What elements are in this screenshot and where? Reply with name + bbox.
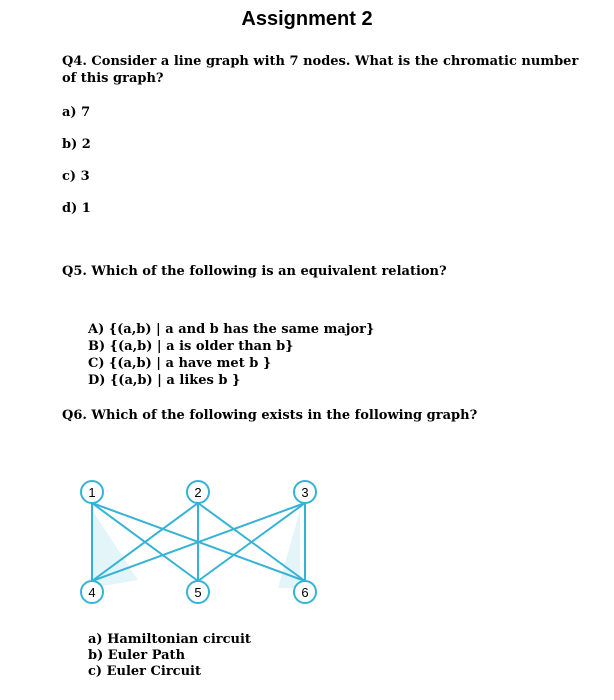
q4-option-d: d) 1 — [62, 201, 91, 216]
svg-text:2: 2 — [194, 485, 202, 500]
graph-node-2 — [187, 481, 209, 503]
q6-option-a: a) Hamiltonian circuit — [88, 632, 251, 647]
svg-text:4: 4 — [88, 585, 96, 600]
question-q4: Q4. Consider a line graph with 7 nodes. What is the chromatic number of this graph? — [62, 54, 579, 86]
q6-option-c: c) Euler Circuit — [88, 664, 201, 679]
question-q6: Q6. Which of the following exists in the following graph? — [62, 408, 478, 423]
graph-node-6 — [294, 581, 316, 603]
graph-node-4 — [81, 581, 103, 603]
q5-options — [88, 321, 374, 389]
page-title: Assignment 2 — [241, 8, 373, 30]
q5-option-d: D) {(a,b) | a likes b } — [88, 373, 241, 388]
q5-option-c: C) {(a,b) | a have met b } — [88, 356, 272, 371]
q4-option-c: c) 3 — [62, 169, 90, 184]
graph-node-5 — [187, 581, 209, 603]
svg-text:1: 1 — [88, 485, 96, 500]
graph-shading — [278, 510, 300, 588]
q4-option-a: a) 7 — [62, 105, 91, 120]
q5-option-b: B) {(a,b) | a is older than b} — [88, 339, 294, 354]
graph-node-3 — [294, 481, 316, 503]
graph-node-1 — [81, 481, 103, 503]
svg-text:6: 6 — [301, 585, 309, 600]
question-q5: Q5. Which of the following is an equivalent relation? — [62, 264, 447, 279]
q6-option-b: b) Euler Path — [88, 648, 186, 663]
graph-figure — [60, 470, 350, 610]
q5-option-a: A) {(a,b) | a and b has the same major} — [88, 322, 375, 337]
q6-options — [88, 632, 251, 680]
svg-text:3: 3 — [301, 485, 309, 500]
q4-option-b: b) 2 — [62, 137, 91, 152]
svg-text:5: 5 — [194, 585, 202, 600]
